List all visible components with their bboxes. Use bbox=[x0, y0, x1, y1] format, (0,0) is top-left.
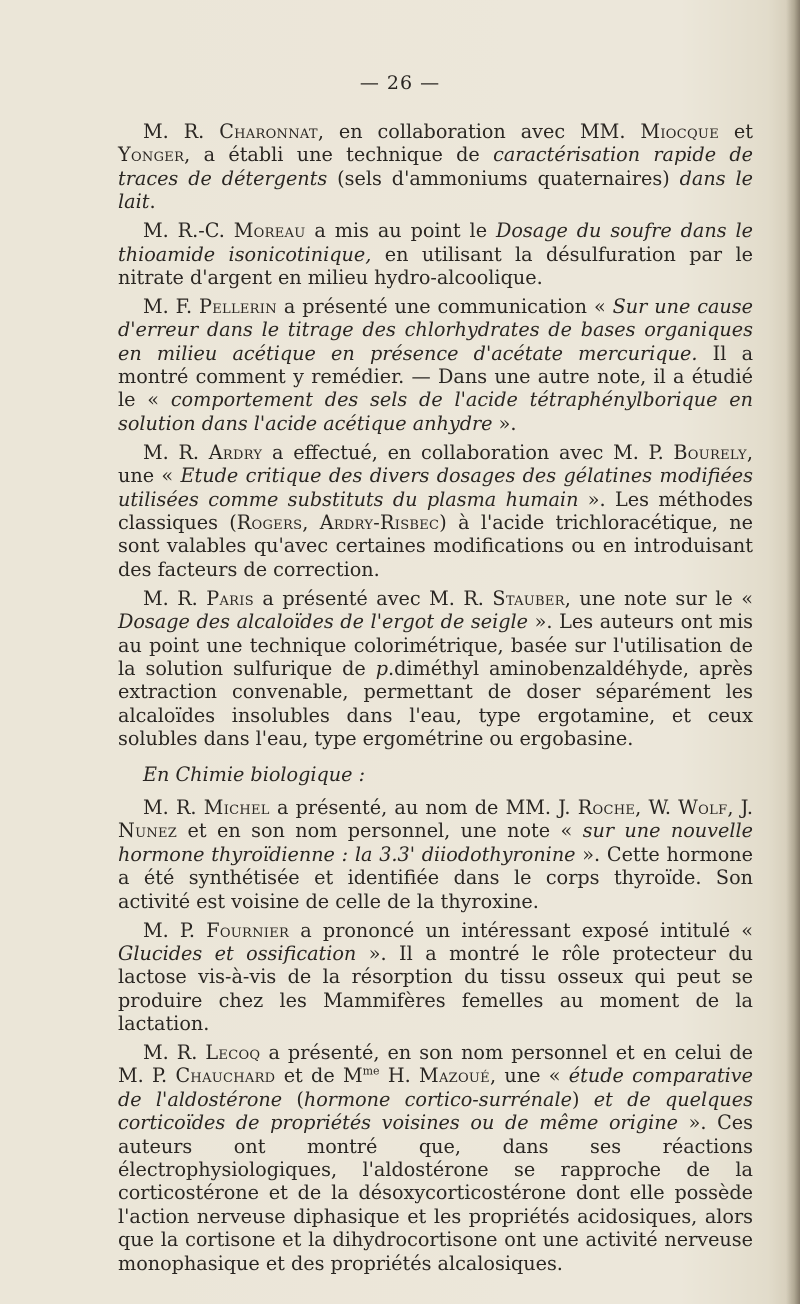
author-name: Fournier bbox=[206, 918, 290, 942]
author-name: Chauchard bbox=[175, 1064, 276, 1088]
paragraph-lecoq: M. R. Lecoq a présenté, en son nom personnel et en celui de M. P. Chauchard et de $M^{me}$ H. Mazoué, une « étude comparative de l'aldostérone (hormone cortico-surrénale) et de quelques corticoïdes de propriétés voisines ou de même origine ». Ces auteurs ont montré que, dans ses réactions électrophysiologiques, l'aldostérone se rapproche de la corticostérone et de la désoxycorticostérone dont elle possède l'action nerveuse diphasique et les propriétés acidosiques, alors que la cortisone et la dihydrocortisone ont une activité nerveuse monophasique et des propriétés alcalosiques. bbox=[118, 1041, 753, 1275]
title-italic: Etude critique des divers dosages des gélatines modifiées utilisées comme substituts du plasma humain bbox=[118, 464, 753, 511]
author-name: Paris bbox=[206, 586, 254, 610]
author-name: Rogers bbox=[236, 511, 303, 534]
page-body bbox=[118, 120, 753, 1281]
page-number: — 26 — bbox=[359, 72, 441, 94]
author-name: Stauber bbox=[492, 586, 565, 610]
author-name: Pellerin bbox=[199, 294, 277, 318]
title-italic: caractérisation rapide de traces de détergents bbox=[118, 143, 754, 190]
paragraph-ardry: M. R. Ardry a effectué, en collaboration avec M. P. Bourely, une « Etude critique des divers dosages des gélatines modifiées utilisées comme substituts du plasma humain ». Les méthodes classiques (Rogers, Ardry-Risbec) à l'acide trichloracétique, ne sont valables qu'avec certaines modifications ou en introduisant des facteurs de correction. bbox=[118, 440, 753, 581]
title-italic: Dosage du soufre dans le thioamide isonicotinique, bbox=[118, 219, 753, 266]
author-name: Mazoué bbox=[419, 1064, 490, 1088]
title-italic: dans le lait bbox=[118, 166, 753, 214]
author-name: Miocque bbox=[640, 120, 719, 143]
paragraph-michel: M. R. Michel a présenté, au nom de MM. J. Roche, W. Wolf, J. Nunez et en son nom personnel, une note « sur une nouvelle hormone thyroïdienne : la 3.3' diiodothyronine ». Cette hormone a été synthétisée et identifiée dans le corps thyroïde. Son activité est voisine de celle de la thyroxine. bbox=[118, 795, 754, 913]
author-name: Wolf bbox=[678, 795, 728, 819]
paragraph-paris: M. R. Paris a présenté avec M. R. Stauber, une note sur le « Dosage des alcaloïdes de l'ergot de seigle ». Les auteurs ont mis au point une technique colorimétrique, basée sur l'utilisation de la solution sulfurique de p.diméthyl aminobenzaldéhyde, après extraction convenable, permettant de doser séparément les alcaloïdes insolubles dans l'eau, type ergotamine, et ceux solubles dans l'eau, type ergométrine ou ergobasine. bbox=[118, 586, 753, 751]
author-name: Ardry bbox=[208, 440, 263, 464]
author-name: Nunez bbox=[118, 819, 178, 843]
paragraph-fournier: M. P. Fournier a prononcé un intéressant exposé intitulé « Glucides et ossification ». Il a montré le rôle protecteur du lactose vis-à-vis de la résorption du tissu osseux qui peut se produire chez les Mammifères femelles au moment de la lactation. bbox=[118, 918, 753, 1036]
title-italic: hormone cortico-surrénale bbox=[303, 1087, 572, 1111]
paragraph-pellerin: M. F. Pellerin a présenté une communication « Sur une cause d'erreur dans le titrage des chlorhydrates de bases organiques en milieu acétique en présence d'acétate mercurique. Il a montré comment y remédier. — Dans une autre note, il a étudié le « comportement des sels de l'acide tétraphénylborique en solution dans l'acide acétique anhydre ». bbox=[118, 294, 754, 435]
author-name: Bourely bbox=[673, 440, 747, 464]
author-name: Roche bbox=[577, 795, 636, 819]
title-italic: Glucides et ossification bbox=[118, 941, 357, 965]
author-name: Lecoq bbox=[205, 1041, 261, 1065]
page-edge-shadow bbox=[786, 0, 800, 1304]
author-name: Moreau bbox=[233, 219, 306, 243]
paragraph-moreau: M. R.-C. Moreau a mis au point le Dosage du soufre dans le thioamide isonicotinique, en utilisant la désulfuration par le nitrate d'argent en milieu hydro-alcoolique. bbox=[118, 219, 753, 289]
title-italic: sur une nouvelle hormone thyroïdienne : la 3.3' diiodothyronine bbox=[118, 819, 753, 866]
title-italic: étude comparative de l'aldostérone bbox=[118, 1064, 753, 1111]
paragraph-charonnat: M. R. Charonnat, en collaboration avec MM. Miocque et Yonger, a établi une technique de caractérisation rapide de traces de détergents (sels d'ammoniums quaternaires) dans le lait. bbox=[118, 120, 754, 214]
title-italic: comportement des sels de l'acide tétraphénylborique en solution dans l'acide acétique anhydre bbox=[118, 388, 753, 435]
author-name: Charonnat bbox=[219, 120, 318, 143]
title-italic: Sur une cause d'erreur dans le titrage des chlorhydrates de bases organiques en milieu acétique en présence d'acétate mercurique. bbox=[118, 294, 753, 365]
author-name: Michel bbox=[203, 795, 270, 819]
title-italic: p bbox=[375, 656, 388, 680]
author-name: Yonger bbox=[118, 143, 185, 167]
section-heading: En Chimie biologique : bbox=[143, 762, 366, 786]
title-italic: Dosage des alcaloïdes de l'ergot de seigle bbox=[118, 610, 529, 634]
author-name: Ardry-Risbec bbox=[319, 511, 440, 534]
title-italic: et de quelques corticoïdes de propriétés voisines ou de même origine bbox=[118, 1087, 753, 1135]
